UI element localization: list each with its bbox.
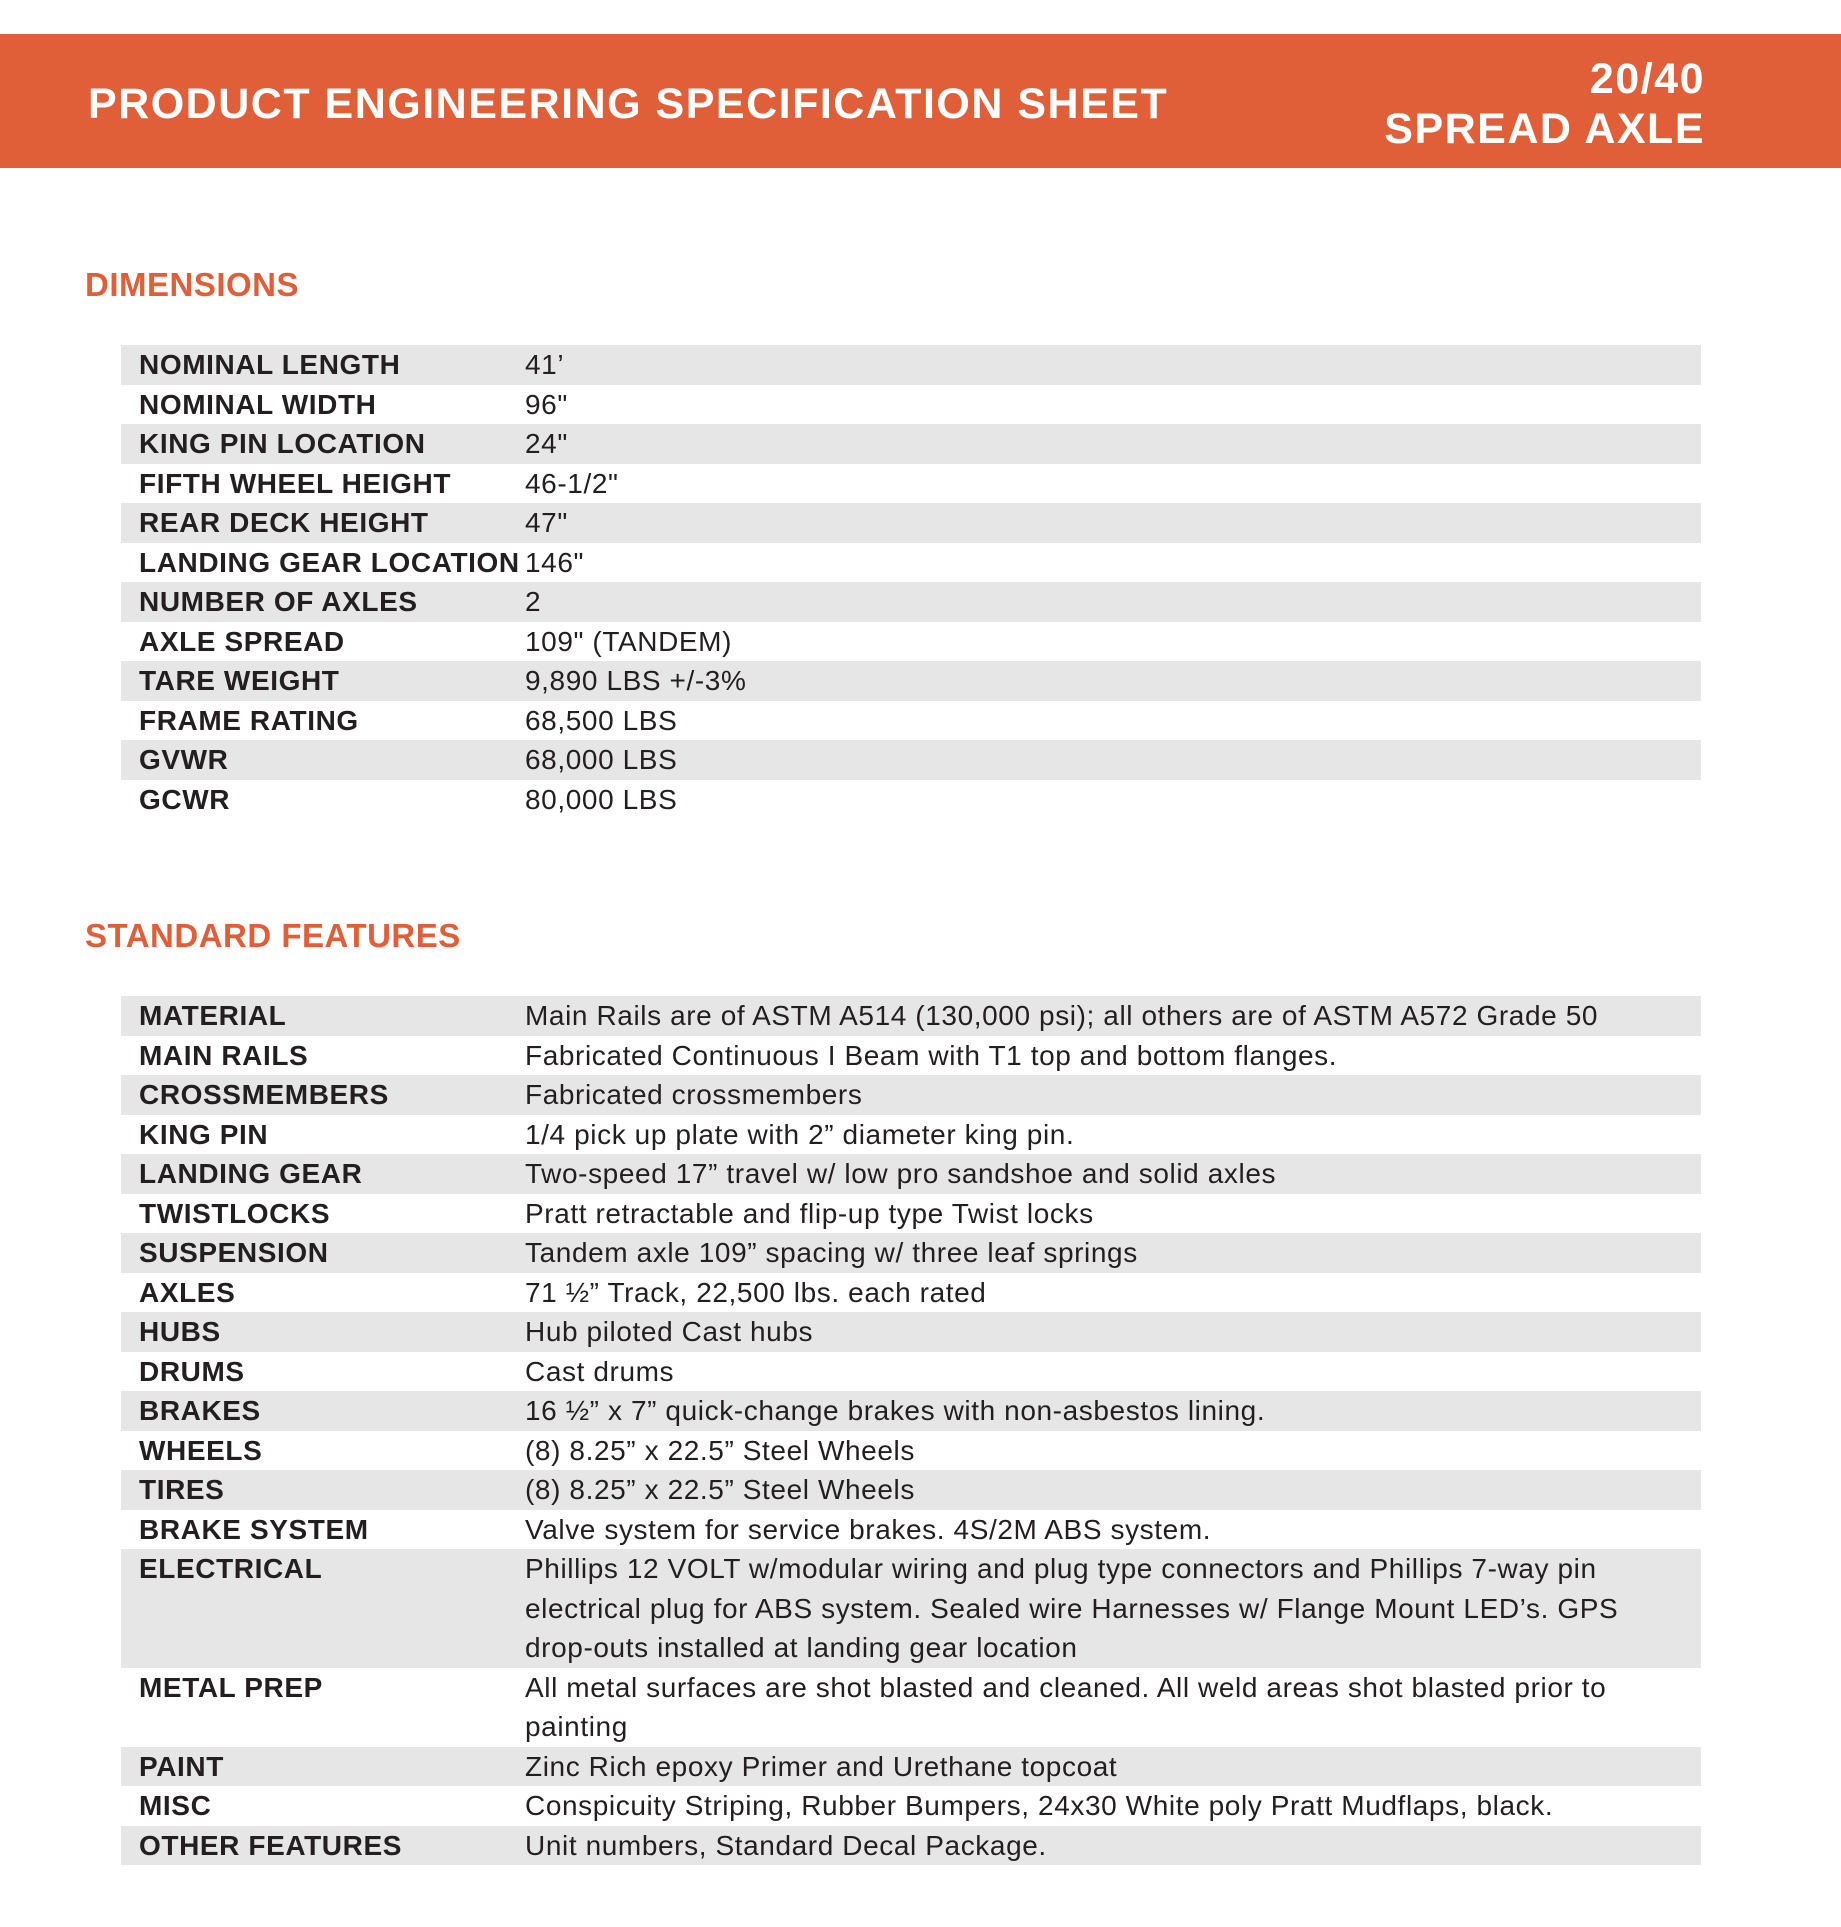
row-label: CROSSMEMBERS	[139, 1079, 389, 1110]
row-label: WHEELS	[139, 1434, 263, 1466]
row-label: KING PIN	[139, 1118, 269, 1150]
model-line-2: SPREAD AXLE	[1384, 105, 1705, 153]
dimensions-table	[121, 345, 1701, 819]
table-row	[121, 1036, 1701, 1076]
row-value: Main Rails are of ASTM A514 (130,000 psi); all others are of ASTM A572 Grade 50	[525, 1000, 1599, 1031]
model-line-1: 20/40	[1589, 55, 1705, 103]
row-label: FRAME RATING	[139, 704, 359, 736]
table-row	[121, 740, 1701, 780]
row-value: 71 ½” Track, 22,500 lbs. each rated	[525, 1276, 987, 1308]
row-label: TARE WEIGHT	[139, 665, 340, 696]
row-label: MAIN RAILS	[139, 1039, 309, 1071]
row-label: KING PIN LOCATION	[139, 428, 426, 459]
row-label: TIRES	[139, 1474, 225, 1505]
row-value: 68,500 LBS	[525, 704, 678, 736]
dimensions-heading: DIMENSIONS	[85, 266, 300, 303]
table-row	[121, 1154, 1701, 1194]
row-value: Fabricated Continuous I Beam with T1 top and bottom flanges.	[525, 1039, 1338, 1071]
row-value: 96"	[525, 388, 568, 420]
table-row	[121, 1194, 1701, 1234]
standard-features-table	[121, 996, 1701, 1865]
table-row	[121, 464, 1701, 504]
row-label: NOMINAL WIDTH	[139, 388, 377, 420]
row-label: MATERIAL	[139, 1000, 287, 1031]
row-value: Tandem axle 109” spacing w/ three leaf springs	[525, 1237, 1138, 1268]
row-label: BRAKES	[139, 1395, 261, 1426]
table-row	[121, 1273, 1701, 1313]
row-label: LANDING GEAR	[139, 1158, 363, 1189]
row-value: 46-1/2"	[525, 467, 619, 499]
row-value: Fabricated crossmembers	[525, 1079, 863, 1110]
row-value: Phillips 12 VOLT w/modular wiring and plug type connectors and Phillips 7-way pin electrical plug for ABS system. Sealed wire Harnesses w/ Flange Mount LED’s. GPS drop-outs installed at landing gear location	[525, 1553, 1619, 1663]
row-label: DRUMS	[139, 1355, 245, 1387]
row-value: (8) 8.25” x 22.5” Steel Wheels	[525, 1474, 915, 1505]
row-label: AXLES	[139, 1276, 236, 1308]
model-name	[1384, 54, 1705, 154]
table-row	[121, 503, 1701, 543]
table-row	[121, 622, 1701, 662]
row-value: Valve system for service brakes. 4S/2M ABS system.	[525, 1513, 1212, 1545]
row-value: 80,000 LBS	[525, 783, 678, 815]
table-row	[121, 1549, 1701, 1668]
row-value: Unit numbers, Standard Decal Package.	[525, 1829, 1047, 1861]
table-row	[121, 1391, 1701, 1431]
table-row	[121, 1115, 1701, 1155]
row-label: FIFTH WHEEL HEIGHT	[139, 467, 452, 499]
table-row	[121, 1312, 1701, 1352]
table-row	[121, 780, 1701, 820]
row-value: All metal surfaces are shot blasted and cleaned. All weld areas shot blasted prior to painting	[525, 1671, 1607, 1742]
row-value: Conspicuity Striping, Rubber Bumpers, 24x30 White poly Pratt Mudflaps, black.	[525, 1790, 1554, 1821]
row-value: (8) 8.25” x 22.5” Steel Wheels	[525, 1434, 915, 1466]
row-label: METAL PREP	[139, 1671, 323, 1703]
table-row	[121, 1233, 1701, 1273]
row-label: BRAKE SYSTEM	[139, 1513, 369, 1545]
table-row	[121, 661, 1701, 701]
row-label: SUSPENSION	[139, 1237, 329, 1268]
row-label: HUBS	[139, 1316, 221, 1347]
row-label: ELECTRICAL	[139, 1553, 323, 1584]
row-value: Hub piloted Cast hubs	[525, 1316, 814, 1347]
row-value: 16 ½” x 7” quick-change brakes with non-asbestos lining.	[525, 1395, 1266, 1426]
row-label: REAR DECK HEIGHT	[139, 507, 429, 538]
standard-features-heading: STANDARD FEATURES	[85, 917, 461, 954]
table-row	[121, 701, 1701, 741]
table-row	[121, 543, 1701, 583]
row-value: 47"	[525, 507, 568, 538]
row-value: 9,890 LBS +/-3%	[525, 665, 747, 696]
row-label: TWISTLOCKS	[139, 1197, 331, 1229]
row-value: 109" (TANDEM)	[525, 625, 733, 657]
row-label: GVWR	[139, 744, 229, 775]
row-label: GCWR	[139, 783, 231, 815]
table-row	[121, 1826, 1701, 1866]
row-label: PAINT	[139, 1750, 224, 1782]
row-label: NOMINAL LENGTH	[139, 349, 401, 380]
row-label: LANDING GEAR LOCATION	[139, 546, 520, 578]
row-value: Two-speed 17” travel w/ low pro sandshoe and solid axles	[525, 1158, 1277, 1189]
table-row	[121, 424, 1701, 464]
row-value: 1/4 pick up plate with 2” diameter king pin.	[525, 1118, 1075, 1150]
table-row	[121, 996, 1701, 1036]
table-row	[121, 582, 1701, 622]
row-value: 68,000 LBS	[525, 744, 678, 775]
table-row	[121, 1747, 1701, 1787]
table-row	[121, 385, 1701, 425]
table-row	[121, 345, 1701, 385]
row-value: Cast drums	[525, 1355, 675, 1387]
row-label: AXLE SPREAD	[139, 625, 345, 657]
table-row	[121, 1668, 1701, 1747]
row-value: 2	[525, 586, 542, 617]
table-row	[121, 1352, 1701, 1392]
row-value: 146"	[525, 546, 585, 578]
row-value: 41’	[525, 349, 565, 380]
row-value: Pratt retractable and flip-up type Twist locks	[525, 1197, 1094, 1229]
table-row	[121, 1431, 1701, 1471]
page-title: PRODUCT ENGINEERING SPECIFICATION SHEET	[88, 80, 1169, 128]
table-row	[121, 1510, 1701, 1550]
row-label: OTHER FEATURES	[139, 1829, 402, 1861]
table-row	[121, 1786, 1701, 1826]
table-row	[121, 1470, 1701, 1510]
row-value: 24"	[525, 428, 568, 459]
table-row	[121, 1075, 1701, 1115]
row-value: Zinc Rich epoxy Primer and Urethane topcoat	[525, 1750, 1118, 1782]
row-label: NUMBER OF AXLES	[139, 586, 418, 617]
row-label: MISC	[139, 1790, 212, 1821]
